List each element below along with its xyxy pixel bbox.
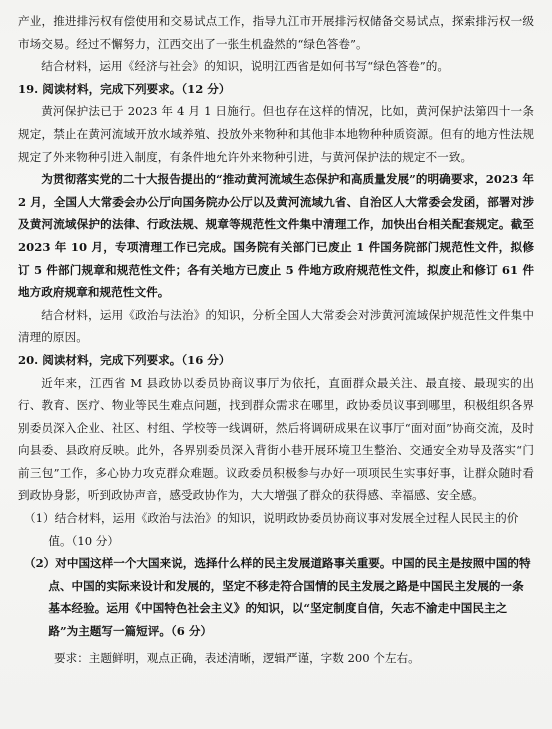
question-20-requirement: 要求：主题鲜明，观点正确，表述清晰，逻辑严谨，字数 200 个左右。 <box>54 650 420 665</box>
question-20-sub-2: （2）对中国这样一个大国来说，选择什么样的民主发展道路事关重要。中国的民主是按照中国的特点、中国的实际来设计和发展的，坚定不移走符合国情的民主发展之路是中国民主发展的一条基本经验。运用《中国特色社会主义》的知识，以“坚定制度自信，矢志不渝走中国民主之路”为主题写一篇短评。（6 分） <box>24 556 531 639</box>
question-19-header: 19. 阅读材料，完成下列要求。（12 分） <box>18 81 231 96</box>
question-18-prompt: 结合材料，运用《经济与社会》的知识，说明江西省是如何书写“绿色答卷”的。 <box>41 59 450 74</box>
question-20-header: 20. 阅读材料，完成下列要求。（16 分） <box>18 352 231 367</box>
material-18-continuation: 产业，推进排污权有偿使用和交易试点工作，指导九江市开展排污权储备交易试点，探索排污权一级市场交易。经过不懈努力，江西交出了一张生机盎然的“绿色答卷”。 <box>18 14 534 51</box>
question-20-paragraph-1: 近年来，江西省 M 县政协以委员协商议事厅为依托，直面群众最关注、最直接、最现实的出行、教育、医疗、物业等民生难点问题，找到群众需求在哪里，政协委员议事到哪里，积极组织各界别委员深入企业、社区、村组、学校等一线调研，然后将调研成果在议事厅“面对面”协商交流，及时向县委、县政府反映。此外，各界别委员深入背街小巷开展环境卫生整治、交通安全劝导及落实“门前三包”工作，多心协力攻克群众难题。议政委员积极参与办好一项项民生实事好事，让群众随时看到政协身影，听到政协声音，感受政协作为，大大增强了群众的获得感、幸福感、安全感。 <box>18 375 534 503</box>
question-19-paragraph-2: 为贯彻落实党的二十大报告提出的“推动黄河流域生态保护和高质量发展”的明确要求，2023 年 2 月，全国人大常委会办公厅向国务院办公厅以及黄河流域九省、自治区人大常委会发函，部署对涉及黄河流域保护的法律、行政法规、规章等规范性文件集中清理工作，加快出台相关配套规定。截至 2023 年 10 月，专项清理工作已完成。国务院有关部门已废止 1 件国务院部门规范性文件，拟修订 5 件部门规章和规范性文件；各有关地方已废止 5 件地方政府规范性文件，拟废止和修订 61 件地方政府规章和规范性文件。 <box>18 172 534 300</box>
question-19-prompt: 结合材料，运用《政治与法治》的知识，分析全国人大常委会对涉黄河流域保护规范性文件集中清理的原因。 <box>18 307 534 345</box>
question-20-sub-1: （1）结合材料，运用《政治与法治》的知识，说明政协委员协商议事对发展全过程人民民主的价值。（10 分） <box>24 511 519 548</box>
question-19-paragraph-1: 黄河保护法已于 2023 年 4 月 1 日施行。但也存在这样的情况，比如，黄河保护法第四十一条规定，禁止在黄河流域开放水域养殖、投放外来物种和其他非本地物种种质资源。但有的地方性法规规定了外来物种引进入制度，有条件地允许外来物种引进，与黄河保护法的规定不一致。 <box>18 104 534 164</box>
